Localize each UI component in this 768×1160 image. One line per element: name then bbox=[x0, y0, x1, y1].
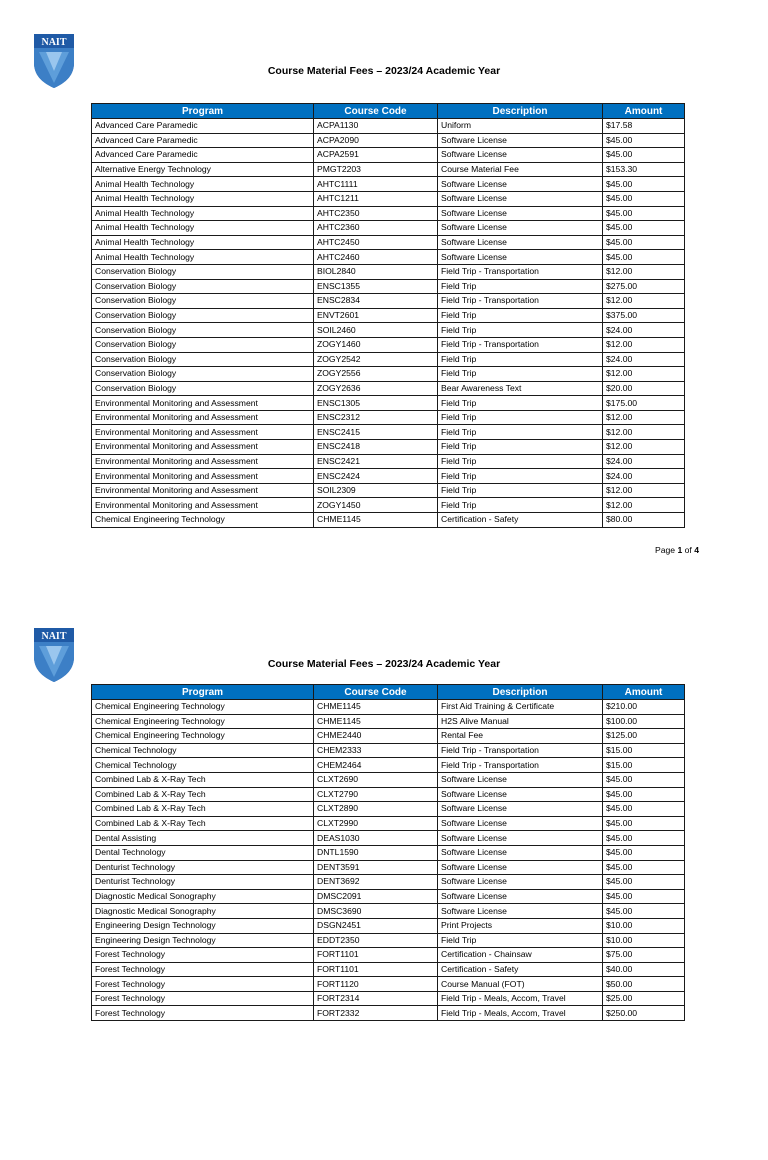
table-row bbox=[92, 948, 685, 963]
program-cell: Conservation Biology bbox=[92, 308, 314, 323]
program-cell: Forest Technology bbox=[92, 977, 314, 992]
amount-cell: $45.00 bbox=[603, 206, 685, 221]
table-row bbox=[92, 483, 685, 498]
document-title: Course Material Fees – 2023/24 Academic Year bbox=[267, 65, 501, 77]
course-code-cell: ZOGY1460 bbox=[314, 337, 438, 352]
course-code-cell: ENSC2415 bbox=[314, 425, 438, 440]
description-cell: Field Trip bbox=[438, 410, 603, 425]
description-cell: Software License bbox=[438, 904, 603, 919]
program-cell: Advanced Care Paramedic bbox=[92, 119, 314, 134]
amount-cell: $12.00 bbox=[603, 264, 685, 279]
program-cell: Environmental Monitoring and Assessment bbox=[92, 469, 314, 484]
description-cell: Certification - Chainsaw bbox=[438, 948, 603, 963]
amount-cell: $12.00 bbox=[603, 440, 685, 455]
description-cell: Software License bbox=[438, 191, 603, 206]
course-code-cell: AHTC1111 bbox=[314, 177, 438, 192]
description-cell: Field Trip bbox=[438, 308, 603, 323]
table-row bbox=[92, 498, 685, 513]
amount-cell: $12.00 bbox=[603, 337, 685, 352]
course-code-cell: FORT1120 bbox=[314, 977, 438, 992]
page-number bbox=[655, 545, 699, 555]
table-row bbox=[92, 904, 685, 919]
description-cell: Software License bbox=[438, 875, 603, 890]
table-row bbox=[92, 469, 685, 484]
amount-cell: $45.00 bbox=[603, 845, 685, 860]
table-row bbox=[92, 831, 685, 846]
description-cell: Uniform bbox=[438, 119, 603, 134]
table-row bbox=[92, 279, 685, 294]
amount-cell: $275.00 bbox=[603, 279, 685, 294]
course-code-cell: ZOGY2556 bbox=[314, 367, 438, 382]
description-cell: Certification - Safety bbox=[438, 962, 603, 977]
course-code-cell: CLXT2790 bbox=[314, 787, 438, 802]
nait-logo-icon bbox=[33, 627, 75, 683]
program-cell: Environmental Monitoring and Assessment bbox=[92, 396, 314, 411]
amount-cell: $10.00 bbox=[603, 933, 685, 948]
course-code-cell: DMSC3690 bbox=[314, 904, 438, 919]
description-cell: Field Trip - Transportation bbox=[438, 743, 603, 758]
program-cell: Denturist Technology bbox=[92, 875, 314, 890]
program-cell: Forest Technology bbox=[92, 948, 314, 963]
table-header-row bbox=[92, 685, 685, 700]
description-cell: Print Projects bbox=[438, 918, 603, 933]
amount-cell: $45.00 bbox=[603, 772, 685, 787]
program-cell: Alternative Energy Technology bbox=[92, 162, 314, 177]
course-code-cell: CHEM2333 bbox=[314, 743, 438, 758]
table-row bbox=[92, 933, 685, 948]
column-header-course-code: Course Code bbox=[314, 104, 438, 119]
course-code-cell: ACPA2090 bbox=[314, 133, 438, 148]
program-cell: Dental Technology bbox=[92, 845, 314, 860]
description-cell: Software License bbox=[438, 148, 603, 163]
amount-cell: $50.00 bbox=[603, 977, 685, 992]
course-code-cell: AHTC2350 bbox=[314, 206, 438, 221]
course-code-cell: DENT3692 bbox=[314, 875, 438, 890]
course-code-cell: DENT3591 bbox=[314, 860, 438, 875]
table-row bbox=[92, 250, 685, 265]
description-cell: Field Trip - Meals, Accom, Travel bbox=[438, 991, 603, 1006]
amount-cell: $45.00 bbox=[603, 802, 685, 817]
amount-cell: $45.00 bbox=[603, 221, 685, 236]
table-row bbox=[92, 323, 685, 338]
program-cell: Combined Lab & X-Ray Tech bbox=[92, 816, 314, 831]
course-code-cell: CLXT2890 bbox=[314, 802, 438, 817]
amount-cell: $12.00 bbox=[603, 294, 685, 309]
program-cell: Chemical Engineering Technology bbox=[92, 513, 314, 528]
program-cell: Conservation Biology bbox=[92, 352, 314, 367]
fees-table bbox=[91, 103, 685, 528]
course-code-cell: PMGT2203 bbox=[314, 162, 438, 177]
amount-cell: $45.00 bbox=[603, 904, 685, 919]
amount-cell: $45.00 bbox=[603, 148, 685, 163]
table-row bbox=[92, 1006, 685, 1021]
table-row bbox=[92, 889, 685, 904]
table-row bbox=[92, 235, 685, 250]
amount-cell: $12.00 bbox=[603, 498, 685, 513]
table-row bbox=[92, 221, 685, 236]
table-row bbox=[92, 294, 685, 309]
amount-cell: $12.00 bbox=[603, 410, 685, 425]
table-row bbox=[92, 337, 685, 352]
table-row bbox=[92, 148, 685, 163]
program-cell: Advanced Care Paramedic bbox=[92, 148, 314, 163]
description-cell: Field Trip bbox=[438, 396, 603, 411]
table-body bbox=[92, 700, 685, 1021]
table-row bbox=[92, 264, 685, 279]
course-code-cell: ZOGY2636 bbox=[314, 381, 438, 396]
course-code-cell: ENSC2421 bbox=[314, 454, 438, 469]
course-code-cell: ENSC1355 bbox=[314, 279, 438, 294]
table-row bbox=[92, 119, 685, 134]
amount-cell: $45.00 bbox=[603, 831, 685, 846]
table-row bbox=[92, 772, 685, 787]
amount-cell: $45.00 bbox=[603, 235, 685, 250]
amount-cell: $24.00 bbox=[603, 469, 685, 484]
description-cell: Software License bbox=[438, 177, 603, 192]
program-cell: Chemical Engineering Technology bbox=[92, 714, 314, 729]
amount-cell: $250.00 bbox=[603, 1006, 685, 1021]
description-cell: H2S Alive Manual bbox=[438, 714, 603, 729]
course-code-cell: SOIL2460 bbox=[314, 323, 438, 338]
description-cell: Software License bbox=[438, 206, 603, 221]
amount-cell: $24.00 bbox=[603, 454, 685, 469]
course-code-cell: CHME2440 bbox=[314, 729, 438, 744]
amount-cell: $175.00 bbox=[603, 396, 685, 411]
amount-cell: $24.00 bbox=[603, 352, 685, 367]
program-cell: Dental Assisting bbox=[92, 831, 314, 846]
table-row bbox=[92, 410, 685, 425]
program-cell: Animal Health Technology bbox=[92, 177, 314, 192]
course-code-cell: EDDT2350 bbox=[314, 933, 438, 948]
course-code-cell: ACPA1130 bbox=[314, 119, 438, 134]
amount-cell: $100.00 bbox=[603, 714, 685, 729]
fees-table bbox=[91, 684, 685, 1021]
course-code-cell: FORT1101 bbox=[314, 948, 438, 963]
course-code-cell: ENSC2424 bbox=[314, 469, 438, 484]
course-code-cell: AHTC2360 bbox=[314, 221, 438, 236]
program-cell: Animal Health Technology bbox=[92, 191, 314, 206]
program-cell: Conservation Biology bbox=[92, 279, 314, 294]
description-cell: Certification - Safety bbox=[438, 513, 603, 528]
description-cell: Software License bbox=[438, 845, 603, 860]
of-label: of bbox=[684, 545, 692, 555]
table-row bbox=[92, 714, 685, 729]
current-page-number: 1 bbox=[677, 545, 683, 555]
program-cell: Engineering Design Technology bbox=[92, 918, 314, 933]
description-cell: Field Trip bbox=[438, 279, 603, 294]
table-row bbox=[92, 700, 685, 715]
table-row bbox=[92, 440, 685, 455]
course-code-cell: DMSC2091 bbox=[314, 889, 438, 904]
amount-cell: $80.00 bbox=[603, 513, 685, 528]
table-row bbox=[92, 177, 685, 192]
program-cell: Environmental Monitoring and Assessment bbox=[92, 483, 314, 498]
description-cell: Field Trip - Transportation bbox=[438, 264, 603, 279]
amount-cell: $45.00 bbox=[603, 875, 685, 890]
description-cell: Software License bbox=[438, 772, 603, 787]
program-cell: Conservation Biology bbox=[92, 337, 314, 352]
program-cell: Forest Technology bbox=[92, 962, 314, 977]
amount-cell: $210.00 bbox=[603, 700, 685, 715]
table-body bbox=[92, 119, 685, 528]
table-row bbox=[92, 758, 685, 773]
course-code-cell: CHME1145 bbox=[314, 513, 438, 528]
amount-cell: $45.00 bbox=[603, 787, 685, 802]
table-row bbox=[92, 381, 685, 396]
program-cell: Chemical Technology bbox=[92, 758, 314, 773]
table-header-row bbox=[92, 104, 685, 119]
column-header-program: Program bbox=[92, 104, 314, 119]
program-cell: Chemical Engineering Technology bbox=[92, 700, 314, 715]
table-row bbox=[92, 991, 685, 1006]
amount-cell: $45.00 bbox=[603, 191, 685, 206]
column-header-program: Program bbox=[92, 685, 314, 700]
amount-cell: $45.00 bbox=[603, 816, 685, 831]
description-cell: Field Trip - Transportation bbox=[438, 337, 603, 352]
amount-cell: $75.00 bbox=[603, 948, 685, 963]
amount-cell: $15.00 bbox=[603, 743, 685, 758]
amount-cell: $17.58 bbox=[603, 119, 685, 134]
course-code-cell: DNTL1590 bbox=[314, 845, 438, 860]
amount-cell: $24.00 bbox=[603, 323, 685, 338]
description-cell: Software License bbox=[438, 133, 603, 148]
course-code-cell: FORT2314 bbox=[314, 991, 438, 1006]
description-cell: Field Trip - Meals, Accom, Travel bbox=[438, 1006, 603, 1021]
document-title: Course Material Fees – 2023/24 Academic Year bbox=[267, 658, 501, 670]
page-label: Page bbox=[655, 545, 676, 555]
course-code-cell: FORT2332 bbox=[314, 1006, 438, 1021]
table-row bbox=[92, 729, 685, 744]
amount-cell: $40.00 bbox=[603, 962, 685, 977]
course-code-cell: SOIL2309 bbox=[314, 483, 438, 498]
document-page-2 bbox=[0, 580, 768, 1160]
program-cell: Diagnostic Medical Sonography bbox=[92, 889, 314, 904]
column-header-course-code: Course Code bbox=[314, 685, 438, 700]
amount-cell: $125.00 bbox=[603, 729, 685, 744]
course-code-cell: FORT1101 bbox=[314, 962, 438, 977]
description-cell: Software License bbox=[438, 831, 603, 846]
amount-cell: $12.00 bbox=[603, 483, 685, 498]
table-row bbox=[92, 845, 685, 860]
course-code-cell: CLXT2690 bbox=[314, 772, 438, 787]
amount-cell: $12.00 bbox=[603, 425, 685, 440]
table-row bbox=[92, 918, 685, 933]
description-cell: Software License bbox=[438, 235, 603, 250]
description-cell: Software License bbox=[438, 221, 603, 236]
description-cell: Software License bbox=[438, 802, 603, 817]
description-cell: Bear Awareness Text bbox=[438, 381, 603, 396]
table-row bbox=[92, 875, 685, 890]
amount-cell: $12.00 bbox=[603, 367, 685, 382]
description-cell: Field Trip bbox=[438, 454, 603, 469]
program-cell: Environmental Monitoring and Assessment bbox=[92, 425, 314, 440]
program-cell: Conservation Biology bbox=[92, 381, 314, 396]
description-cell: Field Trip bbox=[438, 352, 603, 367]
course-code-cell: ZOGY1450 bbox=[314, 498, 438, 513]
program-cell: Combined Lab & X-Ray Tech bbox=[92, 802, 314, 817]
table-row bbox=[92, 162, 685, 177]
table-row bbox=[92, 133, 685, 148]
program-cell: Combined Lab & X-Ray Tech bbox=[92, 772, 314, 787]
course-code-cell: CLXT2990 bbox=[314, 816, 438, 831]
amount-cell: $375.00 bbox=[603, 308, 685, 323]
table-row bbox=[92, 743, 685, 758]
course-code-cell: AHTC2460 bbox=[314, 250, 438, 265]
description-cell: Field Trip bbox=[438, 425, 603, 440]
course-code-cell: DEAS1030 bbox=[314, 831, 438, 846]
description-cell: First Aid Training & Certificate bbox=[438, 700, 603, 715]
column-header-description: Description bbox=[438, 685, 603, 700]
table-row bbox=[92, 816, 685, 831]
description-cell: Field Trip bbox=[438, 440, 603, 455]
program-cell: Forest Technology bbox=[92, 1006, 314, 1021]
course-code-cell: CHEM2464 bbox=[314, 758, 438, 773]
table-row bbox=[92, 454, 685, 469]
description-cell: Software License bbox=[438, 816, 603, 831]
description-cell: Field Trip bbox=[438, 469, 603, 484]
program-cell: Environmental Monitoring and Assessment bbox=[92, 410, 314, 425]
program-cell: Conservation Biology bbox=[92, 294, 314, 309]
description-cell: Software License bbox=[438, 889, 603, 904]
program-cell: Denturist Technology bbox=[92, 860, 314, 875]
table-row bbox=[92, 191, 685, 206]
table-row bbox=[92, 860, 685, 875]
table-row bbox=[92, 787, 685, 802]
description-cell: Field Trip - Transportation bbox=[438, 294, 603, 309]
program-cell: Animal Health Technology bbox=[92, 250, 314, 265]
table-row bbox=[92, 352, 685, 367]
amount-cell: $45.00 bbox=[603, 177, 685, 192]
column-header-description: Description bbox=[438, 104, 603, 119]
course-code-cell: AHTC2450 bbox=[314, 235, 438, 250]
course-code-cell: ENSC2312 bbox=[314, 410, 438, 425]
description-cell: Software License bbox=[438, 250, 603, 265]
amount-cell: $45.00 bbox=[603, 889, 685, 904]
program-cell: Environmental Monitoring and Assessment bbox=[92, 440, 314, 455]
column-header-amount: Amount bbox=[603, 685, 685, 700]
description-cell: Software License bbox=[438, 787, 603, 802]
course-code-cell: AHTC1211 bbox=[314, 191, 438, 206]
course-code-cell: CHME1145 bbox=[314, 714, 438, 729]
course-code-cell: DSGN2451 bbox=[314, 918, 438, 933]
course-code-cell: ZOGY2542 bbox=[314, 352, 438, 367]
description-cell: Course Material Fee bbox=[438, 162, 603, 177]
course-code-cell: CHME1145 bbox=[314, 700, 438, 715]
description-cell: Course Manual (FOT) bbox=[438, 977, 603, 992]
program-cell: Animal Health Technology bbox=[92, 206, 314, 221]
program-cell: Environmental Monitoring and Assessment bbox=[92, 498, 314, 513]
course-code-cell: ENSC2834 bbox=[314, 294, 438, 309]
description-cell: Field Trip bbox=[438, 323, 603, 338]
table-row bbox=[92, 308, 685, 323]
program-cell: Conservation Biology bbox=[92, 264, 314, 279]
course-code-cell: ACPA2591 bbox=[314, 148, 438, 163]
nait-logo-icon bbox=[33, 33, 75, 89]
course-code-cell: ENSC2418 bbox=[314, 440, 438, 455]
amount-cell: $45.00 bbox=[603, 133, 685, 148]
table-row bbox=[92, 425, 685, 440]
amount-cell: $20.00 bbox=[603, 381, 685, 396]
program-cell: Animal Health Technology bbox=[92, 221, 314, 236]
table-row bbox=[92, 802, 685, 817]
program-cell: Chemical Technology bbox=[92, 743, 314, 758]
program-cell: Combined Lab & X-Ray Tech bbox=[92, 787, 314, 802]
description-cell: Field Trip bbox=[438, 933, 603, 948]
description-cell: Field Trip bbox=[438, 483, 603, 498]
course-code-cell: BIOL2840 bbox=[314, 264, 438, 279]
amount-cell: $10.00 bbox=[603, 918, 685, 933]
amount-cell: $25.00 bbox=[603, 991, 685, 1006]
column-header-amount: Amount bbox=[603, 104, 685, 119]
table-row bbox=[92, 513, 685, 528]
amount-cell: $45.00 bbox=[603, 250, 685, 265]
program-cell: Conservation Biology bbox=[92, 323, 314, 338]
description-cell: Software License bbox=[438, 860, 603, 875]
course-code-cell: ENSC1305 bbox=[314, 396, 438, 411]
description-cell: Field Trip bbox=[438, 367, 603, 382]
description-cell: Field Trip - Transportation bbox=[438, 758, 603, 773]
description-cell: Rental Fee bbox=[438, 729, 603, 744]
logo-text: NAIT bbox=[41, 37, 67, 48]
program-cell: Conservation Biology bbox=[92, 367, 314, 382]
table-row bbox=[92, 206, 685, 221]
amount-cell: $15.00 bbox=[603, 758, 685, 773]
program-cell: Forest Technology bbox=[92, 991, 314, 1006]
table-row bbox=[92, 396, 685, 411]
program-cell: Animal Health Technology bbox=[92, 235, 314, 250]
program-cell: Diagnostic Medical Sonography bbox=[92, 904, 314, 919]
amount-cell: $153.30 bbox=[603, 162, 685, 177]
total-pages: 4 bbox=[694, 545, 699, 555]
course-code-cell: ENVT2601 bbox=[314, 308, 438, 323]
description-cell: Field Trip bbox=[438, 498, 603, 513]
table-row bbox=[92, 962, 685, 977]
program-cell: Chemical Engineering Technology bbox=[92, 729, 314, 744]
table-row bbox=[92, 977, 685, 992]
table-row bbox=[92, 367, 685, 382]
logo-text: NAIT bbox=[41, 631, 67, 642]
program-cell: Environmental Monitoring and Assessment bbox=[92, 454, 314, 469]
amount-cell: $45.00 bbox=[603, 860, 685, 875]
program-cell: Advanced Care Paramedic bbox=[92, 133, 314, 148]
program-cell: Engineering Design Technology bbox=[92, 933, 314, 948]
